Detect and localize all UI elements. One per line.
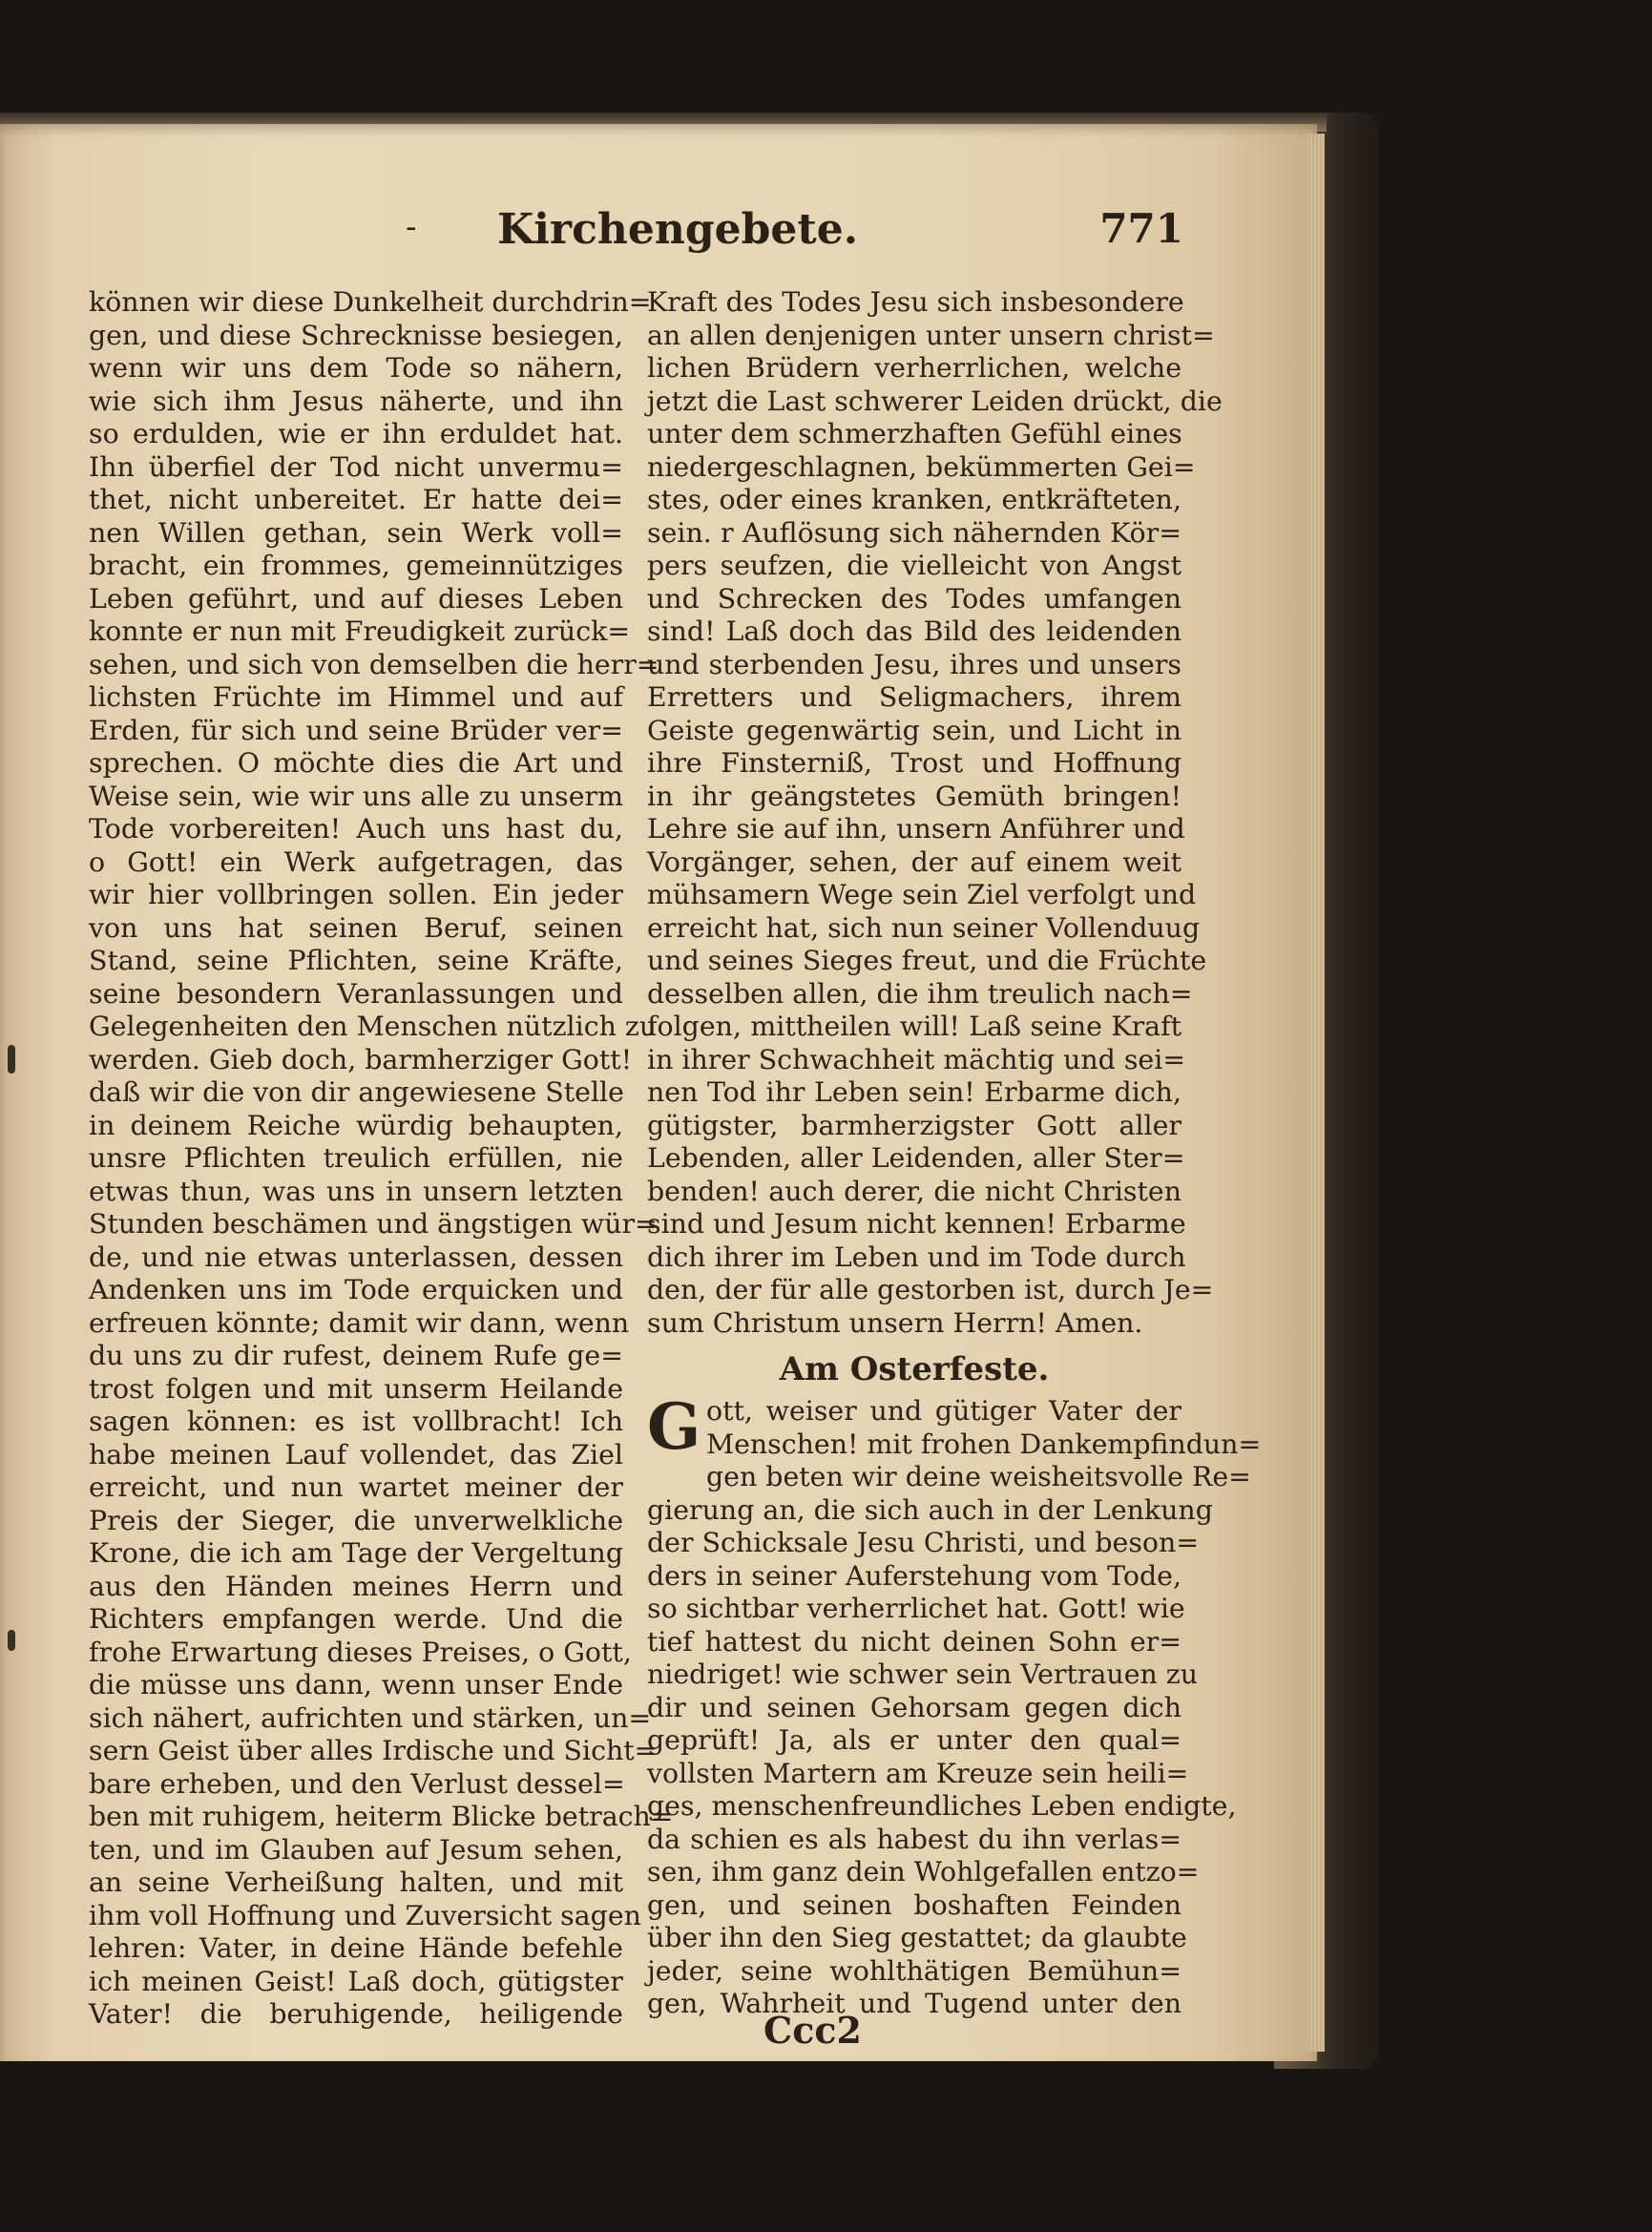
text-line: frohe Erwartung dieses Preises, o Gott, xyxy=(89,1636,632,1668)
text-line: jeder, seine wohlthätigen Bemühun= xyxy=(647,1954,1181,1987)
text-line: den, der für alle gestorben ist, durch Je= xyxy=(647,1274,1214,1305)
text-line: wir hier vollbringen sollen. Ein jeder xyxy=(89,879,623,910)
text-line: Tode vorbereiten! Auch uns hast du, xyxy=(89,813,623,845)
text-line: bare erheben, und den Verlust dessel= xyxy=(89,1767,625,1800)
text-line: aus den Händen meines Herrn und xyxy=(89,1570,623,1602)
text-line: sich nähert, aufrichten und stärken, un= xyxy=(89,1701,652,1734)
text-line: Vorgänger, sehen, der auf einem weit xyxy=(647,845,1181,878)
text-line: sind und Jesum nicht kennen! Erbarme xyxy=(647,1208,1186,1240)
text-line: pers seufzen, die vielleicht von Angst xyxy=(647,550,1181,581)
text-line: erfreuen könnte; damit wir dann, wenn xyxy=(89,1306,630,1339)
text-line: in ihrer Schwachheit mächtig und sei= xyxy=(647,1043,1186,1075)
text-line: von uns hat seinen Beruf, seinen xyxy=(89,911,623,944)
text-line: unter dem schmerzhaften Gefühl eines xyxy=(647,418,1182,449)
text-line: ten, und im Glauben auf Jesum sehen, xyxy=(89,1833,623,1866)
section-heading: Am Osterfeste. xyxy=(779,1350,1050,1388)
text-line: und seines Sieges freut, und die Früchte xyxy=(647,945,1207,976)
text-line: konnte er nun mit Freudigkeit zurück= xyxy=(89,615,631,647)
text-line: erreicht hat, sich nun seiner Vollenduug xyxy=(647,911,1201,944)
text-line: de, und nie etwas unterlassen, dessen xyxy=(89,1241,623,1273)
text-line: und Schrecken des Todes umfangen xyxy=(647,582,1181,615)
drop-cap-letter: G xyxy=(647,1389,701,1464)
text-line: gen beten wir deine weisheitsvolle Re= xyxy=(706,1461,1251,1492)
text-line: so erdulden, wie er ihn erduldet hat. xyxy=(89,418,623,449)
text-line: ges, menschenfreundliches Leben endigte, xyxy=(647,1790,1237,1822)
easter-prayer-body xyxy=(647,1493,1237,2021)
text-line: wenn wir uns dem Tode so nähern, xyxy=(89,352,623,384)
text-line: gierung an, die sich auch in der Lenkung xyxy=(647,1493,1213,1526)
text-line: wie sich ihm Jesus näherte, und ihn xyxy=(89,385,623,417)
text-line: nen Willen gethan, sein Werk voll= xyxy=(89,516,623,549)
text-line: daß wir die von dir angewiesene Stelle xyxy=(89,1076,624,1108)
text-line: Geiste gegenwärtig sein, und Licht in xyxy=(647,714,1181,746)
text-line: seine besondern Veranlassungen und xyxy=(89,977,623,1010)
text-line: Lehre sie auf ihn, unsern Anführer und xyxy=(647,813,1185,845)
text-line: dir und seinen Gehorsam gegen dich xyxy=(647,1691,1181,1723)
text-line: Weise sein, wie wir uns alle zu unserm xyxy=(89,780,623,812)
text-line: an allen denjenigen unter unsern christ= xyxy=(647,319,1215,351)
text-line: gütigster, barmherzigster Gott aller xyxy=(647,1109,1181,1141)
margin-mark xyxy=(8,1630,15,1651)
text-line: gen, und seinen boshaften Feinden xyxy=(647,1888,1181,1921)
text-line: Ihn überfiel der Tod nicht unvermu= xyxy=(89,450,623,483)
text-line: Stunden beschämen und ängstigen wür= xyxy=(89,1208,658,1240)
text-line: ders in seiner Auferstehung vom Tode, xyxy=(647,1559,1181,1592)
text-line: der Schicksale Jesu Christi, und beson= xyxy=(647,1527,1200,1558)
margin-mark xyxy=(8,1045,15,1074)
text-line: habe meinen Lauf vollendet, das Ziel xyxy=(89,1438,623,1471)
text-line: in deinem Reiche würdig behaupten, xyxy=(89,1109,623,1141)
text-line: Kraft des Todes Jesu sich insbesondere xyxy=(647,286,1184,318)
text-line: Erretters und Seligmachers, ihrem xyxy=(647,681,1181,713)
text-line: können wir diese Dunkelheit durchdrin= xyxy=(89,286,652,318)
header-dash: - xyxy=(406,208,417,246)
text-line: o Gott! ein Werk aufgetragen, das xyxy=(89,845,623,878)
text-line: Leben geführt, und auf dieses Leben xyxy=(89,582,623,615)
text-line: werden. Gieb doch, barmherziger Gott! xyxy=(89,1043,633,1075)
text-line: lichsten Früchte im Himmel und auf xyxy=(89,681,623,713)
text-line: Lebenden, aller Leidenden, aller Ster= xyxy=(647,1142,1185,1174)
text-line: du uns zu dir rufest, deinem Rufe ge= xyxy=(89,1340,623,1371)
text-line: Erden, für sich und seine Brüder ver= xyxy=(89,714,623,746)
text-line: da schien es als habest du ihn verlas= xyxy=(647,1823,1181,1855)
page-number: 771 xyxy=(1099,205,1183,252)
text-line: etwas thun, was uns in unsern letzten xyxy=(89,1175,623,1207)
text-line: lehren: Vater, in deine Hände befehle xyxy=(89,1932,623,1964)
prayer-continuation xyxy=(647,286,1223,1340)
text-line: in ihr geängstetes Gemüth bringen! xyxy=(647,780,1181,812)
text-line: niedergeschlagnen, bekümmerten Gei= xyxy=(647,450,1196,483)
text-line: gen, Wahrheit und Tugend unter den xyxy=(647,1988,1181,2019)
text-line: stes, oder eines kranken, entkräfteten, xyxy=(647,484,1181,515)
text-line: Andenken uns im Tode erquicken und xyxy=(89,1274,623,1305)
text-line: thet, nicht unbereitet. Er hatte dei= xyxy=(89,484,623,515)
text-line: sprechen. O möchte dies die Art und xyxy=(89,747,623,779)
text-line: erreicht, und nun wartet meiner der xyxy=(89,1471,623,1503)
text-line: ihm voll Hoffnung und Zuversicht sagen xyxy=(89,1899,641,1931)
text-line: sind! Laß doch das Bild des leidenden xyxy=(647,615,1181,647)
text-line: dich ihrer im Leben und im Tode durch xyxy=(647,1241,1186,1273)
text-line: gen, und diese Schrecknisse besiegen, xyxy=(89,319,623,351)
text-line: Stand, seine Pflichten, seine Kräfte, xyxy=(89,945,623,976)
printer-signature-mark: Ccc2 xyxy=(763,2009,862,2052)
text-line: ich meinen Geist! Laß doch, gütigster xyxy=(89,1965,623,1997)
text-line: unsre Pflichten treulich erfüllen, nie xyxy=(89,1142,623,1174)
text-line: sein. r Auflösung sich nähernden Kör= xyxy=(647,516,1181,549)
text-line: folgen, mittheilen will! Laß seine Kraft xyxy=(647,1011,1181,1042)
text-line: trost folgen und mit unserm Heilande xyxy=(89,1372,623,1405)
text-line: nen Tod ihr Leben sein! Erbarme dich, xyxy=(647,1076,1181,1108)
text-line: tief hattest du nicht deinen Sohn er= xyxy=(647,1625,1181,1658)
text-line: geprüft! Ja, als er unter den qual= xyxy=(647,1724,1181,1756)
text-line: Gelegenheiten den Menschen nützlich zu xyxy=(89,1011,658,1042)
text-line: an seine Verheißung halten, und mit xyxy=(89,1867,623,1898)
text-line: Vater! die beruhigende, heiligende xyxy=(89,1998,623,2030)
text-line: über ihn den Sieg gestattet; da glaubte xyxy=(647,1922,1187,1953)
text-line: sern Geist über alles Irdische und Sicht= xyxy=(89,1735,658,1766)
text-line: Menschen! mit frohen Dankempfindun= xyxy=(706,1428,1262,1460)
text-line: jetzt die Last schwerer Leiden drückt, die xyxy=(647,385,1223,417)
text-line: so sichtbar verherrlichet hat. Gott! wie xyxy=(647,1593,1185,1624)
text-line: Preis der Sieger, die unverwelkliche xyxy=(89,1504,623,1536)
right-text-column xyxy=(647,286,1262,2021)
left-text-column xyxy=(89,286,674,2032)
text-line: sagen können: es ist vollbracht! Ich xyxy=(89,1406,623,1437)
text-line: desselben allen, die ihm treulich nach= xyxy=(647,977,1193,1010)
text-line: sum Christum unsern Herrn! Amen. xyxy=(647,1306,1143,1339)
text-line: mühsamern Wege sein Ziel verfolgt und xyxy=(647,879,1197,910)
text-line: vollsten Martern am Kreuze sein heili= xyxy=(647,1757,1189,1789)
text-line: niedriget! wie schwer sein Vertrauen zu xyxy=(647,1658,1199,1690)
text-line: ben mit ruhigem, heiterm Blicke betrach= xyxy=(89,1801,674,1832)
text-line: Richters empfangen werde. Und die xyxy=(89,1603,623,1635)
text-line: Krone, die ich am Tage der Vergeltung xyxy=(89,1537,623,1569)
text-line: bracht, ein frommes, gemeinnütziges xyxy=(89,550,623,581)
text-line: lichen Brüdern verherrlichen, welche xyxy=(647,352,1181,384)
easter-prayer-first-lines xyxy=(647,1389,1262,1494)
text-line: ihre Finsterniß, Trost und Hoffnung xyxy=(647,747,1181,779)
text-line: benden! auch derer, die nicht Christen xyxy=(647,1175,1181,1207)
text-line: und sterbenden Jesu, ihres und unsers xyxy=(647,648,1181,680)
text-line: sen, ihm ganz dein Wohlgefallen entzo= xyxy=(647,1856,1200,1888)
text-line: ott, weiser und gütiger Vater der xyxy=(706,1395,1181,1427)
text-line: die müsse uns dann, wenn unser Ende xyxy=(89,1669,623,1700)
text-line: sehen, und sich von demselben die herr= xyxy=(89,648,659,680)
easter-prayer-opening xyxy=(647,1389,1262,1494)
page-stack-edge xyxy=(1307,134,1325,2052)
running-header-title: Kirchengebete. xyxy=(496,205,859,254)
